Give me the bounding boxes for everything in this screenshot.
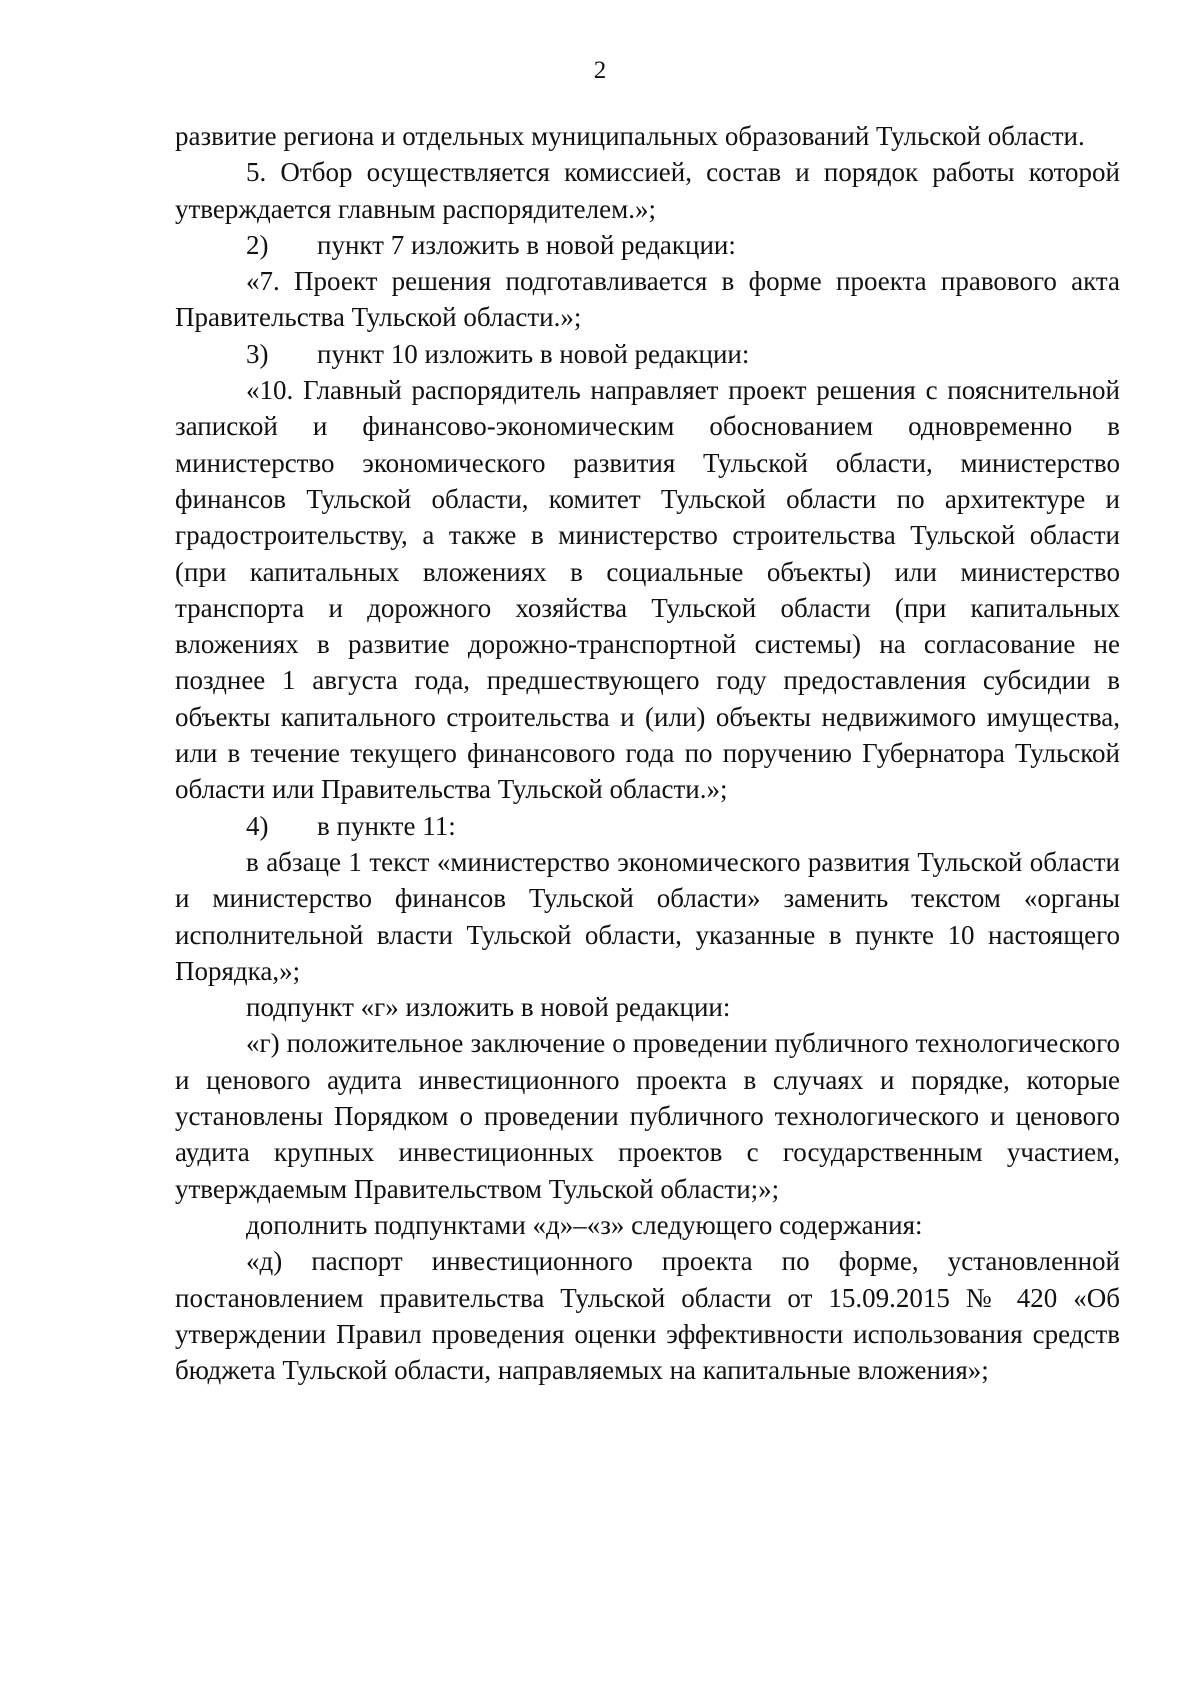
document-body [175,118,1120,1388]
list-text: пункт 7 изложить в новой редакции: [317,229,736,260]
paragraph-item-7: «7. Проект решения подготавливается в форме проекта правового акта Правительства Тульской области.»; [175,266,1120,333]
paragraph-subitems-d-z-intro: дополнить подпунктами «д»–«з» следующего содержания: [246,1209,923,1240]
paragraph-item-10: «10. Главный распорядитель направляет проект решения с пояснительной запиской и финансово-экономическим обоснованием одновременно в министерство экономического развития Тульской области, министерство финансов Тульской области, комитет Тульской области по архитектуре и градостроительству, а также в министерство строительства Тульской области (при капитальных вложениях в социальные объекты) или министерство транспорта и дорожного хозяйства Тульской области (при капитальных вложениях в развитие дорожно-транспортной системы) на согласование не позднее 1 августа года, предшествующего году предоставления субсидии в объекты капитального строительства и (или) объекты недвижимого имущества, или в течение текущего финансового года по поручению Губернатора Тульской области или Правительства Тульской области.»; [175,375,1120,805]
paragraph-abzats-1: в абзаце 1 текст «министерство экономического развития Тульской области и министерство финансов Тульской области» заменить текстом «органы исполнительной власти Тульской области, указанные в пункте 10 настоящего Порядка,»; [175,846,1120,986]
list-item-2 [175,227,1120,263]
list-text: в пункте 11: [317,810,456,841]
paragraph-item-5: 5. Отбор осуществляется комиссией, состав и порядок работы которой утверждается главным распорядителем.»; [175,157,1120,224]
list-number: 2) [246,229,269,260]
page-number: 2 [593,57,607,84]
paragraph-continuation: развитие региона и отдельных муниципальных образований Тульской области. [175,121,1085,151]
list-number: 3) [246,338,269,369]
paragraph-subitem-g-intro: подпункт «г» изложить в новой редакции: [246,992,731,1023]
paragraph-subitem-d: «д) паспорт инвестиционного проекта по форме, установленной постановлением правительства Тульской области от 15.09.2015 № 420 «Об утверждении Правил проведения оценки эффективности использования средств бюджета Тульской области, направляемых на капитальные вложения»; [175,1246,1120,1386]
list-text: пункт 10 изложить в новой редакции: [317,338,750,369]
paragraph-subitem-g: «г) положительное заключение о проведении публичного технологического и ценового аудита инвестиционного проекта в случаях и порядке, которые установлены Порядком о проведении публичного технологического и ценового аудита крупных инвестиционных проектов с государственным участием, утверждаемым Правительством Тульской области;»; [175,1028,1120,1204]
list-item-3 [175,336,1120,372]
list-item-4 [175,808,1120,844]
list-number: 4) [246,810,269,841]
